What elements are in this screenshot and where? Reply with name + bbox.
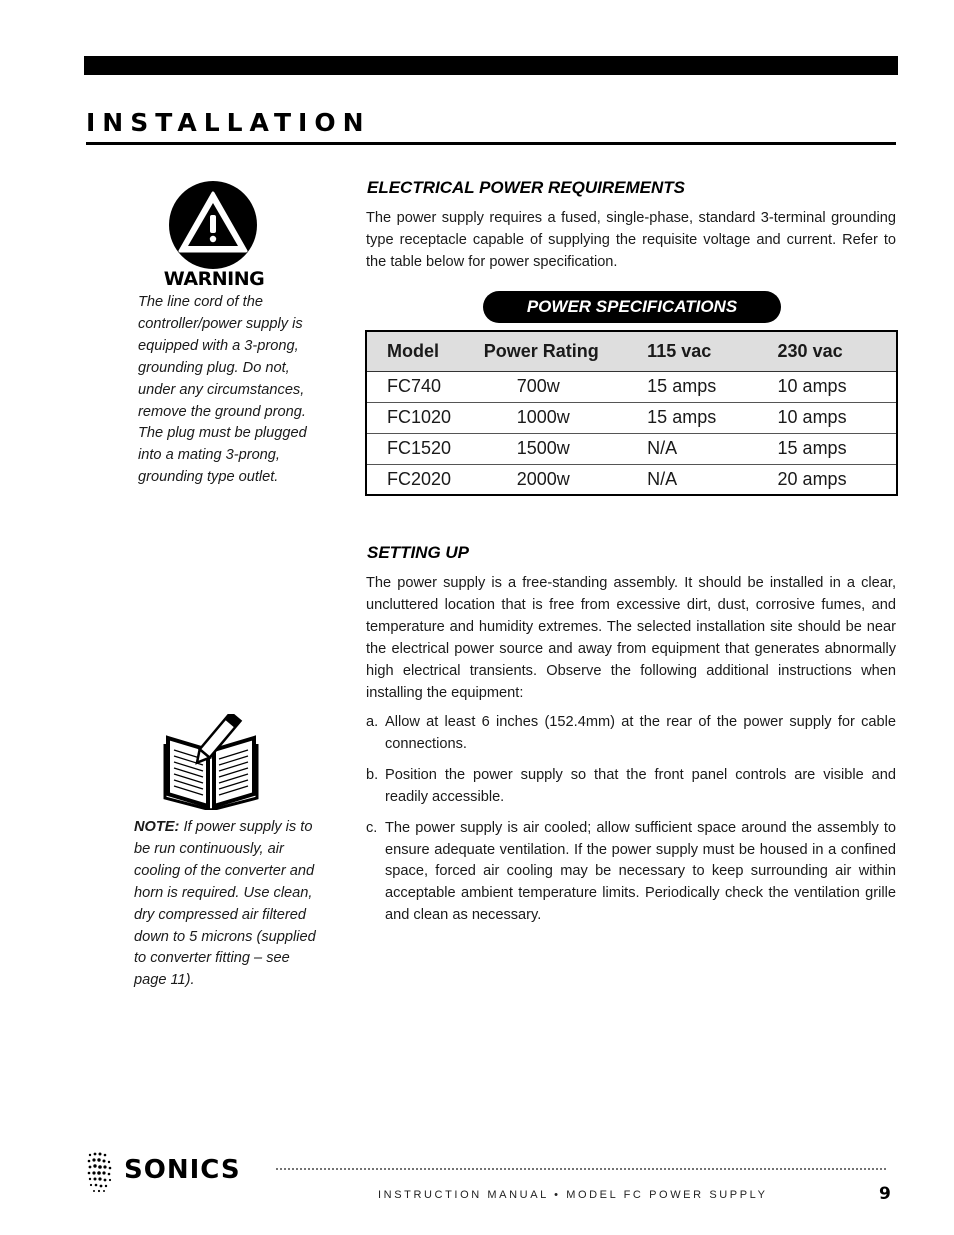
page-title: INSTALLATION <box>86 108 371 137</box>
cell-model: FC2020 <box>387 468 452 489</box>
table-row <box>366 402 897 433</box>
cell-model: FC1520 <box>366 433 484 464</box>
note-label: NOTE: <box>134 819 180 835</box>
power-specifications-title: POWER SPECIFICATIONS <box>483 291 781 323</box>
list-item <box>366 818 896 928</box>
cell-power-rating: 1500w <box>484 433 647 464</box>
list-marker: a. <box>366 714 379 730</box>
table-header-row <box>366 331 897 371</box>
electrical-paragraph: The power supply requires a fused, single-phase, standard 3-terminal grounding type receptacle capable of supplying the requisite voltage and current. Refer to the table below for power specification. <box>366 210 896 270</box>
note-body: If power supply is to be run continuously, air cooling of the converter and horn is required. Use clean, dry compressed air filtered down to 5 microns (supplied to converter fitting – see page 11). <box>134 819 316 989</box>
table-row <box>366 433 897 464</box>
cell-230vac: 20 amps <box>777 468 847 489</box>
sonics-logo-dots-icon <box>86 1151 116 1193</box>
cell-115vac: 15 amps <box>647 402 777 433</box>
cell-power-rating: 700w <box>484 371 647 402</box>
top-black-bar <box>84 56 898 75</box>
electrical-heading: ELECTRICAL POWER REQUIREMENTS <box>367 178 685 197</box>
cell-230vac: 15 amps <box>778 433 897 464</box>
warning-label: WARNING <box>163 268 265 290</box>
power-specifications-table <box>365 330 898 496</box>
footer-dotted-leader <box>275 1168 887 1170</box>
table-row <box>366 371 897 402</box>
instruction-list <box>366 712 896 936</box>
book-pencil-icon <box>162 714 260 810</box>
list-text: Position the power supply so that the front panel controls are visible and readily accessible. <box>385 766 896 805</box>
cell-power-rating: 2000w <box>516 468 570 489</box>
cell-230vac: 10 amps <box>778 371 897 402</box>
list-marker: c. <box>366 819 378 836</box>
header-model: Model <box>366 331 484 371</box>
cell-model: FC1020 <box>366 402 484 433</box>
title-rule <box>86 142 896 145</box>
cell-model: FC740 <box>366 371 484 402</box>
cell-230vac: 10 amps <box>778 402 897 433</box>
cell-115vac: N/A <box>647 468 678 489</box>
cell-115vac: 15 amps <box>647 371 777 402</box>
table-row <box>366 464 897 495</box>
list-item <box>366 765 896 809</box>
note-text <box>134 817 326 992</box>
list-text: Allow at least 6 inches (152.4mm) at the rear of the power supply for cable connections. <box>385 714 896 752</box>
warning-triangle-icon <box>169 181 257 269</box>
sonics-logo-text: SONICS <box>124 1155 241 1185</box>
cell-115vac: N/A <box>647 433 777 464</box>
setting-up-paragraph: The power supply is a free-standing assembly. It should be installed in a clear, uncluttered location that is free from excessive dirt, dust, corrosive fumes, and temperature and humidity extremes. The selected installation site should be near the electrical power source and away from equipment that generates abnormally high electrical transients. Observe the following additional instructions when installing the equipment: <box>366 575 896 701</box>
header-115vac: 115 vac <box>647 331 777 371</box>
cell-power-rating: 1000w <box>484 402 647 433</box>
list-item <box>366 712 896 756</box>
header-power-rating: Power Rating <box>484 331 647 371</box>
footer-manual-title: INSTRUCTION MANUAL • MODEL FC POWER SUPPLY <box>378 1189 768 1201</box>
header-230vac: 230 vac <box>778 331 897 371</box>
setting-up-heading: SETTING UP <box>367 543 470 562</box>
list-marker: b. <box>366 766 379 783</box>
list-text: The power supply is air cooled; allow sufficient space around the assembly to ensure adequate ventilation. If the power supply must be housed in a confined space, forced air cooling may be necessary to keep surrounding air within acceptable ambient temperature limits. Periodically check the ventilation grille and clean as necessary. <box>385 819 896 924</box>
warning-text: The line cord of the controller/power supply is equipped with a 3-prong, grounding plug. Do not, under any circumstances, remove the ground prong. The plug must be plugged into a mating 3-prong, grounding type outlet. <box>138 294 307 486</box>
page-number: 9 <box>879 1184 891 1204</box>
